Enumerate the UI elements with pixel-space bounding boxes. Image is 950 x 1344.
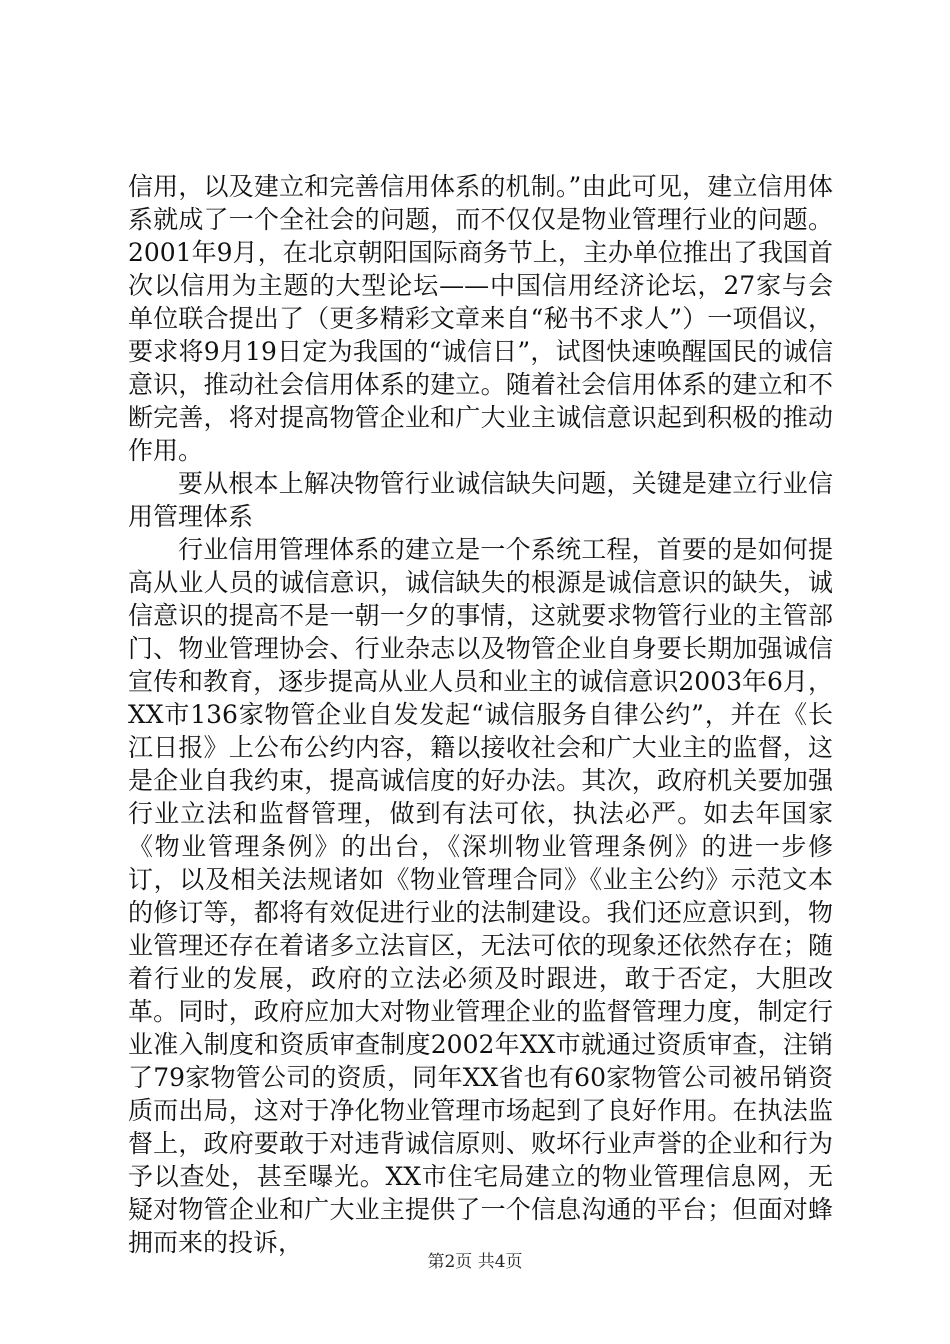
paragraph-2-heading: 要从根本上解决物管行业诚信缺失问题，关键是建立行业信用管理体系	[128, 469, 833, 531]
page-footer: 第2页 共4页	[427, 1252, 523, 1272]
paragraph-3: 行业信用管理体系的建立是一个系统工程，首要的是如何提高从业人员的诚信意识，诚信缺失的根源是诚信意识的缺失，诚信意识的提高不是一朝一夕的事情，这就要求物管行业的主管部门、物业管理协会、行业杂志以及物管企业自身要长期加强诚信宣传和教育，逐步提高从业人员和业主的诚信意识2003年6月，XX市136家物管企业自发发起“诚信服务自律公约”，并在《长江日报》上公布公约内容，籍以接收社会和广大业主的监督，这是企业自我约束，提高诚信度的好办法。其次，政府机关要加强行业立法和监督管理，做到有法可依，执法必严。如去年国家《物业管理条例》的出台，《深圳物业管理条例》的进一步修订，以及相关法规诸如《物业管理合同》《业主公约》示范文本的修订等，都将有效促进行业的法制建设。我们还应意识到，物业管理还存在着诸多立法盲区，无法可依的现象还依然存在；随着行业的发展，政府的立法必须及时跟进，敢于否定，大胆改革。同时，政府应加大对物业管理企业的监督管理力度，制定行业准入制度和资质审查制度2002年XX市就通过资质审查，注销了79家物管公司的资质，同年XX省也有60家物管公司被吊销资质而出局，这对于净化物业管理市场起到了良好作用。在执法监督上，政府要敢于对违背诚信原则、败坏行业声誉的企业和行为予以查处，甚至曝光。XX市住宅局建立的物业管理信息网，无疑对物管企业和广大业主提供了一个信息沟通的平台；但面对蜂拥而来的投诉，	[128, 535, 833, 1257]
document-body	[128, 170, 833, 1259]
paragraph-1: 信用，以及建立和完善信用体系的机制。”由此可见，建立信用体系就成了一个全社会的问题，而不仅仅是物业管理行业的问题。2001年9月，在北京朝阳国际商务节上，主办单位推出了我国首次以信用为主题的大型论坛——中国信用经济论坛，27家与会单位联合提出了（更多精彩文章来自“秘书不求人”）一项倡议，要求将9月19日定为我国的“诚信日”，试图快速唤醒国民的诚信意识，推动社会信用体系的建立。随着社会信用体系的建立和不断完善，将对提高物管企业和广大业主诚信意识起到积极的推动作用。	[128, 172, 833, 465]
